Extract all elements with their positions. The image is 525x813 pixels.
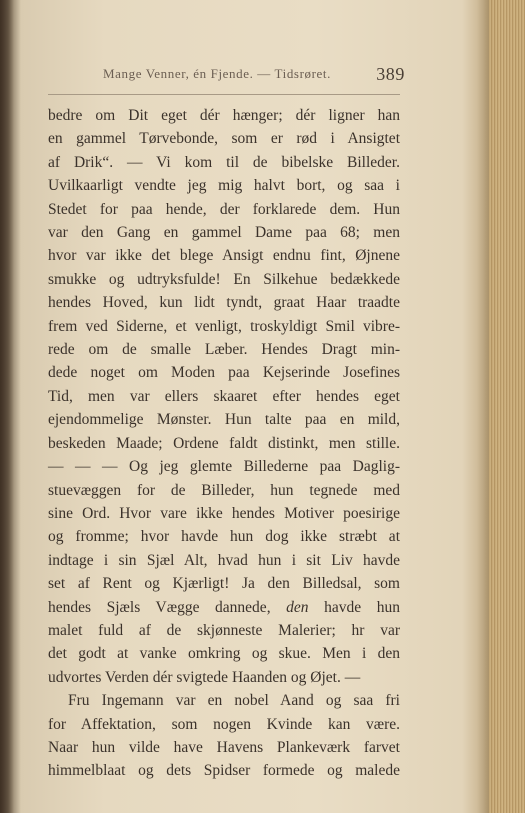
text-line: Stedet for paa hende, der forklarede dem. Hun	[48, 200, 400, 218]
stacked-page-edges	[489, 0, 525, 813]
text-line: indtage i sin Sjæl Alt, hvad hun i sit Liv havde	[48, 551, 400, 569]
text-line: frem ved Siderne, et venligt, troskyldigt Smil vibre-	[48, 317, 400, 335]
text-line: bedre om Dit eget dér hænger; dér ligner han	[48, 107, 400, 124]
text-line: smukke og udtryksfulde! En Silkehue bedækkede	[48, 270, 400, 288]
text-line: for Affektation, som nogen Kvinde kan være.	[48, 715, 400, 733]
text-line: beskeden Maade; Ordene faldt distinkt, men stille.	[48, 434, 400, 452]
text-line: af Drik“. — Vi kom til de bibelske Billeder.	[48, 153, 400, 171]
text-line: Naar hun vilde have Havens Plankeværk farvet	[48, 738, 400, 756]
text-line: Uvilkaarligt vendte jeg mig halvt bort, og saa i	[48, 177, 400, 195]
body-text	[48, 104, 400, 783]
text-line: var den Gang en gammel Dame paa 68; men	[48, 224, 400, 242]
text-line: hvor var ikke det blege Ansigt endnu fint, Øjnene	[48, 247, 400, 265]
text-line: sine Ord. Hvor vare ikke hendes Motiver poesirige	[48, 504, 400, 522]
binding-shadow	[0, 0, 14, 813]
text-line: rede om de smalle Læber. Hendes Dragt min-	[48, 341, 400, 359]
text-line: — — — Og jeg glemte Billederne paa Daglig-	[48, 458, 400, 476]
text-line: og fromme; hvor havde hun dog ikke stræbt at	[48, 528, 400, 546]
text-line: en gammel Tørvebonde, som er rød i Ansigtet	[48, 130, 400, 148]
italic-word: den	[286, 598, 309, 616]
text-line: dede noget om Moden paa Kejserinde Josefines	[48, 364, 400, 382]
text-line: stuevæggen for de Billeder, hun tegnede med	[48, 481, 400, 499]
text-line: malet fuld af de skjønneste Malerier; hr var	[48, 621, 400, 639]
page-header	[103, 64, 405, 86]
text-segment: hendes Sjæls Vægge dannede,	[48, 598, 271, 616]
text-line: set af Rent og Kjærligt! Ja den Billedsal, som	[48, 575, 400, 593]
text-line: ejendommelige Mønster. Hun talte paa en mild,	[48, 411, 400, 429]
text-line: himmelblaat og dets Spidser formede og malede	[48, 762, 400, 780]
text-line: Tid, men var ellers skaaret efter hendes eget	[48, 387, 400, 405]
text-line: hendes Hoved, kun lidt tyndt, graat Haar traadte	[48, 294, 400, 312]
paragraph-end-line: udvortes Verden dér svigtede Haanden og Øjet. —	[48, 668, 361, 686]
text-line-with-italic	[48, 596, 400, 619]
running-title: Mange Venner, én Fjende. — Tidsrøret.	[103, 66, 331, 81]
page-number: 389	[376, 64, 405, 84]
header-rule	[48, 94, 400, 95]
text-segment: havde hun	[324, 598, 401, 616]
text-line: det godt at vanke omkring og skue. Men i den	[48, 645, 400, 663]
paragraph-start-line: Fru Ingemann var en nobel Aand og saa fri	[68, 692, 400, 710]
